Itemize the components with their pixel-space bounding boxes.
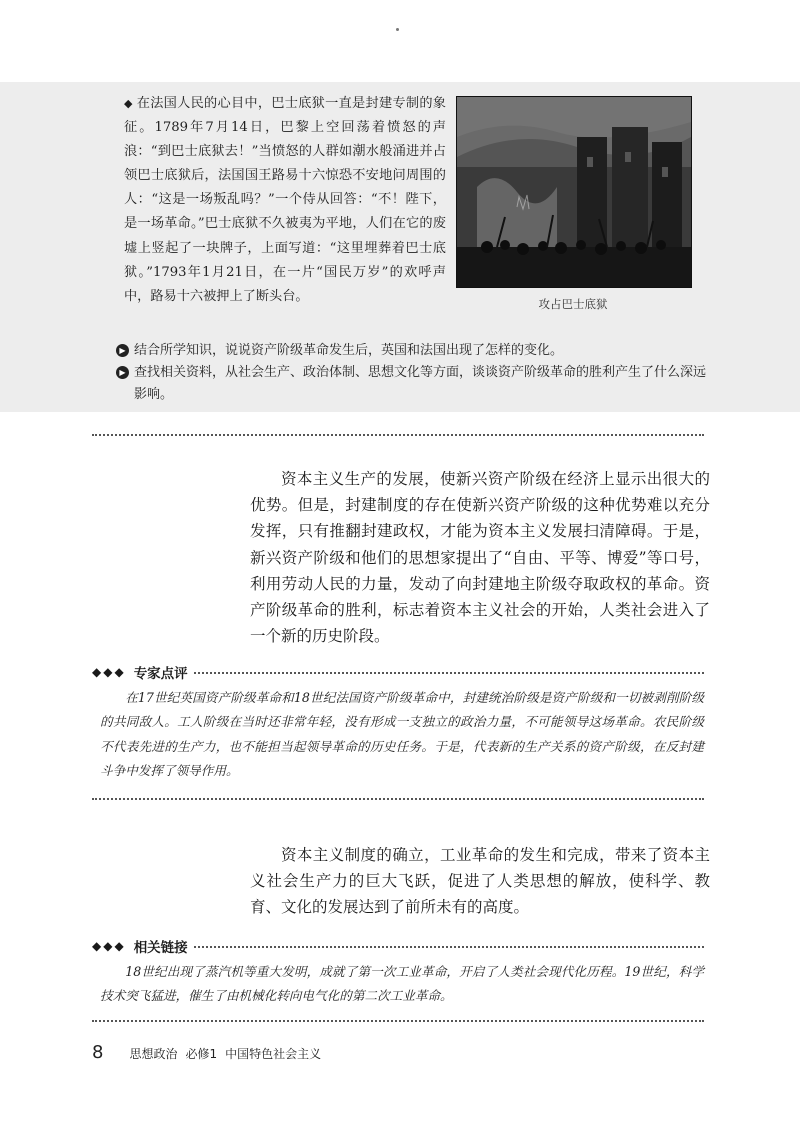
related-link-title: 相关链接 xyxy=(133,940,188,956)
page-number: 8 xyxy=(92,1042,104,1063)
sidebar-story xyxy=(124,92,446,309)
dotted-leader xyxy=(194,946,704,948)
question-item xyxy=(116,340,708,362)
sidebar-story-text: 在法国人民的心目中，巴士底狱一直是封建专制的象征。1789年7月14日，巴黎上空回荡着愤怒的声浪：“到巴士底狱去！”当愤怒的人群如潮水般涌进并占领巴士底狱后，法国国王路易十六惊恐不安地问周围的人：“这是一场叛乱吗？”一个侍从回答：“不！陛下，是一场革命。”巴士底狱不久被夷为平地，人们在它的废墟上竖起了一块牌子，上面写道：“这里埋葬着巴士底狱。”1793年1月21日，在一片“国民万岁”的欢呼声中，路易十六被押上了断头台。 xyxy=(124,96,446,304)
dotted-leader xyxy=(194,672,704,674)
diamond-icons: ◆◆◆ xyxy=(92,665,126,679)
section-divider xyxy=(92,1020,704,1022)
expert-comment-header xyxy=(92,660,704,684)
section-divider xyxy=(92,434,704,436)
expert-comment-title: 专家点评 xyxy=(133,666,188,682)
diamond-icon: ◆ xyxy=(124,97,133,110)
expert-comment-text: 在17世纪英国资产阶级革命和18世纪法国资产阶级革命中，封建统治阶级是资产阶级和一切被剥削阶级的共同敌人。工人阶级在当时还非常年轻，没有形成一支独立的政治力量，不可能领导这场革命。农民阶级不代表先进的生产力，也不能担当起领导革命的历史任务。于是，代表新的生产关系的资产阶级，在反封建斗争中发挥了领导作用。 xyxy=(100,690,704,779)
figure-caption: 攻占巴士底狱 xyxy=(538,297,608,311)
play-bullet-icon: ▶ xyxy=(116,366,129,379)
main-paragraph: 资本主义制度的确立，工业革命的发生和完成，带来了资本主义社会生产力的巨大飞跃，促进了人类思想的解放，使科学、教育、文化的发展达到了前所未有的高度。 xyxy=(250,846,710,917)
question-item xyxy=(116,362,708,406)
scan-speck xyxy=(396,28,399,31)
section-divider xyxy=(92,798,704,800)
bastille-engraving xyxy=(457,97,691,287)
question-text: 查找相关资料，从社会生产、政治体制、思想文化等方面，谈谈资产阶级革命的胜利产生了什么深远影响。 xyxy=(134,365,707,402)
related-link-text: 18世纪出现了蒸汽机等重大发明，成就了第一次工业革命，开启了人类社会现代化历程。19世纪，科学技术突飞猛进，催生了由机械化转向电气化的第二次工业革命。 xyxy=(100,964,704,1004)
storming-bastille-illustration xyxy=(456,96,692,288)
page-footer xyxy=(92,1042,329,1063)
play-bullet-icon: ▶ xyxy=(116,344,129,357)
question-text: 结合所学知识，说说资产阶级革命发生后，英国和法国出现了怎样的变化。 xyxy=(134,343,564,358)
related-link-header xyxy=(92,934,704,958)
discussion-questions xyxy=(116,340,708,406)
footer-subject: 思想政治 xyxy=(129,1047,178,1061)
footer-book-title: 中国特色社会主义 xyxy=(225,1047,322,1061)
diamond-icons: ◆◆◆ xyxy=(92,939,126,953)
main-paragraph: 资本主义生产的发展，使新兴资产阶级在经济上显示出很大的优势。但是，封建制度的存在使新兴资产阶级的这种优势难以充分发挥，只有推翻封建政权，才能为资本主义发展扫清障碍。于是，新兴资产阶级和他们的思想家提出了“自由、平等、博爱”等口号，利用劳动人民的力量，发动了向封建地主阶级夺取政权的革命。资产阶级革命的胜利，标志着资本主义社会的开始，人类社会进入了一个新的历史阶段。 xyxy=(250,470,710,646)
footer-volume: 必修1 xyxy=(185,1047,218,1061)
